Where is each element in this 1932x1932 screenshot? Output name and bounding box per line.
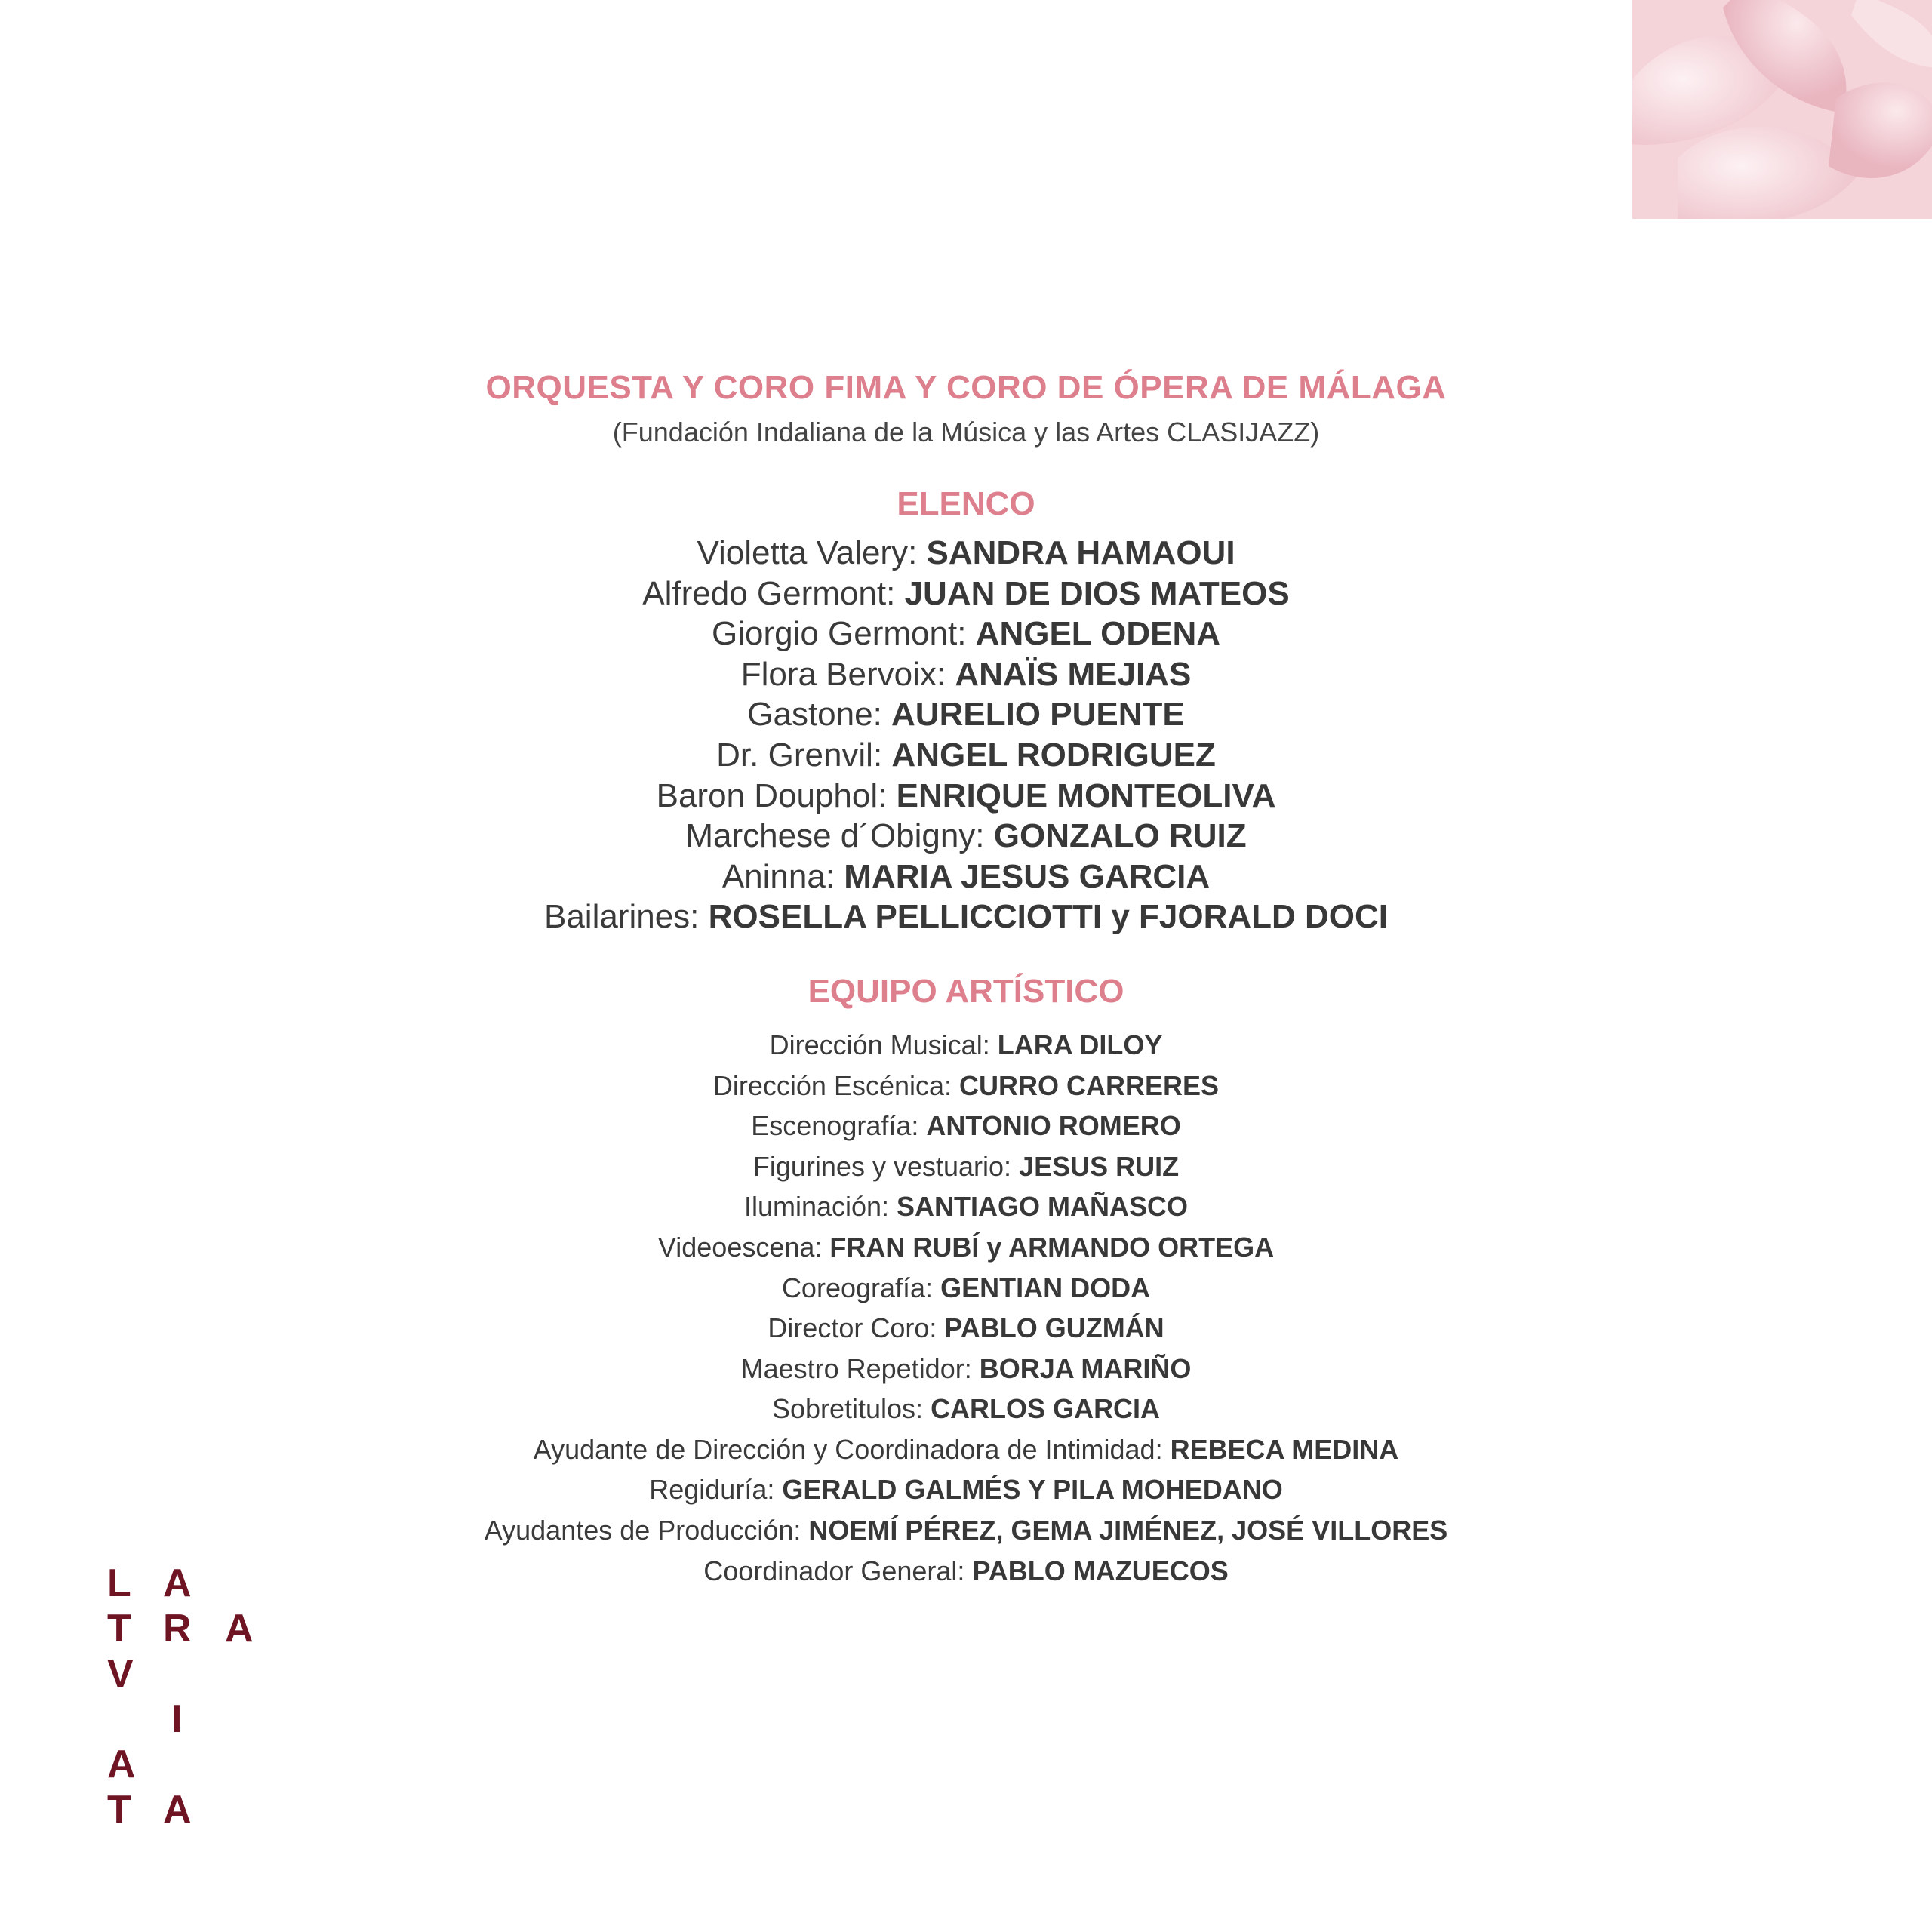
team-role: Videoescena: [657, 1231, 830, 1263]
cast-role: Baron Douphol: [656, 777, 897, 814]
team-name: GERALD GALMÉS Y PILA MOHEDANO [782, 1474, 1283, 1506]
cast-name: ANAÏS MEJIAS [955, 655, 1192, 693]
logo-letter: V [107, 1652, 134, 1696]
team-name: SANTIAGO MAÑASCO [897, 1191, 1189, 1223]
team-item [0, 1429, 1932, 1470]
team-role: Coreografía: [781, 1272, 941, 1303]
team-item [0, 1025, 1932, 1066]
team-role: Sobretitulos: [771, 1393, 931, 1425]
cast-name: ANGEL ODENA [975, 615, 1220, 653]
team-name: CARLOS GARCIA [931, 1393, 1161, 1425]
cast-name: ANGEL RODRIGUEZ [891, 736, 1216, 774]
team-role: Regiduría: [649, 1474, 783, 1506]
cast-name: GONZALO RUIZ [993, 817, 1247, 855]
cast-item [0, 816, 1932, 857]
cast-role: Violetta Valery: [697, 534, 927, 571]
logo-letter: A [163, 1561, 192, 1605]
cast-item [0, 897, 1932, 937]
team-name: GENTIAN DODA [940, 1272, 1151, 1303]
team-name: NOEMÍ PÉREZ, GEMA JIMÉNEZ, JOSÉ VILLORES [808, 1515, 1448, 1546]
cast-item [0, 735, 1932, 776]
la-traviata-logo [100, 1561, 281, 1835]
credits [0, 362, 1932, 1591]
cast-item [0, 694, 1932, 735]
cast-heading: ELENCO [897, 485, 1035, 522]
cast-role: Gastone: [747, 696, 892, 734]
cast-item [0, 857, 1932, 897]
cast-item [0, 614, 1932, 654]
cast-item [0, 533, 1932, 574]
orchestra-subtitle: (Fundación Indaliana de la Música y las Artes CLASIJAZZ) [612, 417, 1320, 448]
team-item [0, 1186, 1932, 1227]
team-item [0, 1227, 1932, 1268]
cast-name: AURELIO PUENTE [891, 696, 1185, 734]
team-item [0, 1551, 1932, 1592]
team-name: PABLO MAZUECOS [972, 1555, 1229, 1586]
team-name: ANTONIO ROMERO [926, 1110, 1181, 1142]
team-heading: EQUIPO ARTÍSTICO [808, 972, 1124, 1010]
team-item [0, 1268, 1932, 1309]
team-item [0, 1469, 1932, 1510]
cast-name: SANDRA HAMAOUI [926, 534, 1235, 571]
team-role: Figurines y vestuario: [752, 1150, 1020, 1182]
team-name: REBECA MEDINA [1170, 1433, 1399, 1465]
cast-role: Aninna: [721, 857, 844, 895]
logo-letter: A [163, 1788, 192, 1832]
team-item [0, 1349, 1932, 1389]
logo-letter: T [107, 1788, 131, 1832]
team-role: Ayudante de Dirección y Coordinadora de Intimidad: [533, 1433, 1171, 1465]
orchestra-title: ORQUESTA Y CORO FIMA Y CORO DE ÓPERA DE MÁLAGA [485, 369, 1447, 406]
cast-role: Alfredo Germont: [642, 574, 905, 612]
team-name: BORJA MARIÑO [979, 1352, 1192, 1384]
team-role: Maestro Repetidor: [740, 1352, 980, 1384]
logo-letter: A [107, 1743, 136, 1786]
cast-role: Marchese d´Obigny: [685, 817, 994, 855]
cast-role: Flora Bervoix: [740, 655, 955, 693]
cast-list [0, 533, 1932, 937]
team-name: LARA DILOY [997, 1029, 1163, 1060]
team-name: CURRO CARRERES [959, 1069, 1220, 1101]
team-item [0, 1106, 1932, 1146]
team-list [0, 1025, 1932, 1591]
cast-name: MARIA JESUS GARCIA [844, 857, 1211, 895]
cast-role: Bailarines: [543, 898, 709, 936]
cast-name: JUAN DE DIOS MATEOS [904, 574, 1290, 612]
cast-role: Dr. Grenvil: [716, 736, 892, 774]
team-role: Ayudantes de Producción: [484, 1515, 809, 1546]
cast-role: Giorgio Germont: [711, 615, 976, 653]
team-role: Dirección Musical: [769, 1029, 998, 1060]
petal-image [1632, 0, 1932, 219]
team-name: FRAN RUBÍ y ARMANDO ORTEGA [829, 1231, 1275, 1263]
logo-letter: T [107, 1607, 131, 1651]
team-role: Escenografía: [751, 1110, 927, 1142]
team-item [0, 1510, 1932, 1551]
team-role: Dirección Escénica: [712, 1069, 960, 1101]
logo-letter: I [171, 1697, 183, 1741]
team-item [0, 1146, 1932, 1187]
team-role: Iluminación: [743, 1191, 897, 1223]
petal-photo [1632, 0, 1932, 219]
cast-item [0, 776, 1932, 817]
team-item [0, 1389, 1932, 1429]
team-item [0, 1066, 1932, 1106]
cast-name: ROSELLA PELLICCIOTTI y FJORALD DOCI [708, 898, 1389, 936]
cast-item [0, 574, 1932, 614]
team-role: Coordinador General: [703, 1555, 973, 1586]
cast-item [0, 654, 1932, 695]
team-name: PABLO GUZMÁN [944, 1312, 1164, 1344]
cast-name: ENRIQUE MONTEOLIVA [896, 777, 1276, 814]
logo-letter: A [225, 1607, 254, 1651]
team-role: Director Coro: [768, 1312, 945, 1344]
team-item [0, 1308, 1932, 1349]
team-name: JESUS RUIZ [1019, 1150, 1180, 1182]
logo-letter: R [163, 1607, 192, 1651]
logo-letter: L [107, 1561, 131, 1605]
